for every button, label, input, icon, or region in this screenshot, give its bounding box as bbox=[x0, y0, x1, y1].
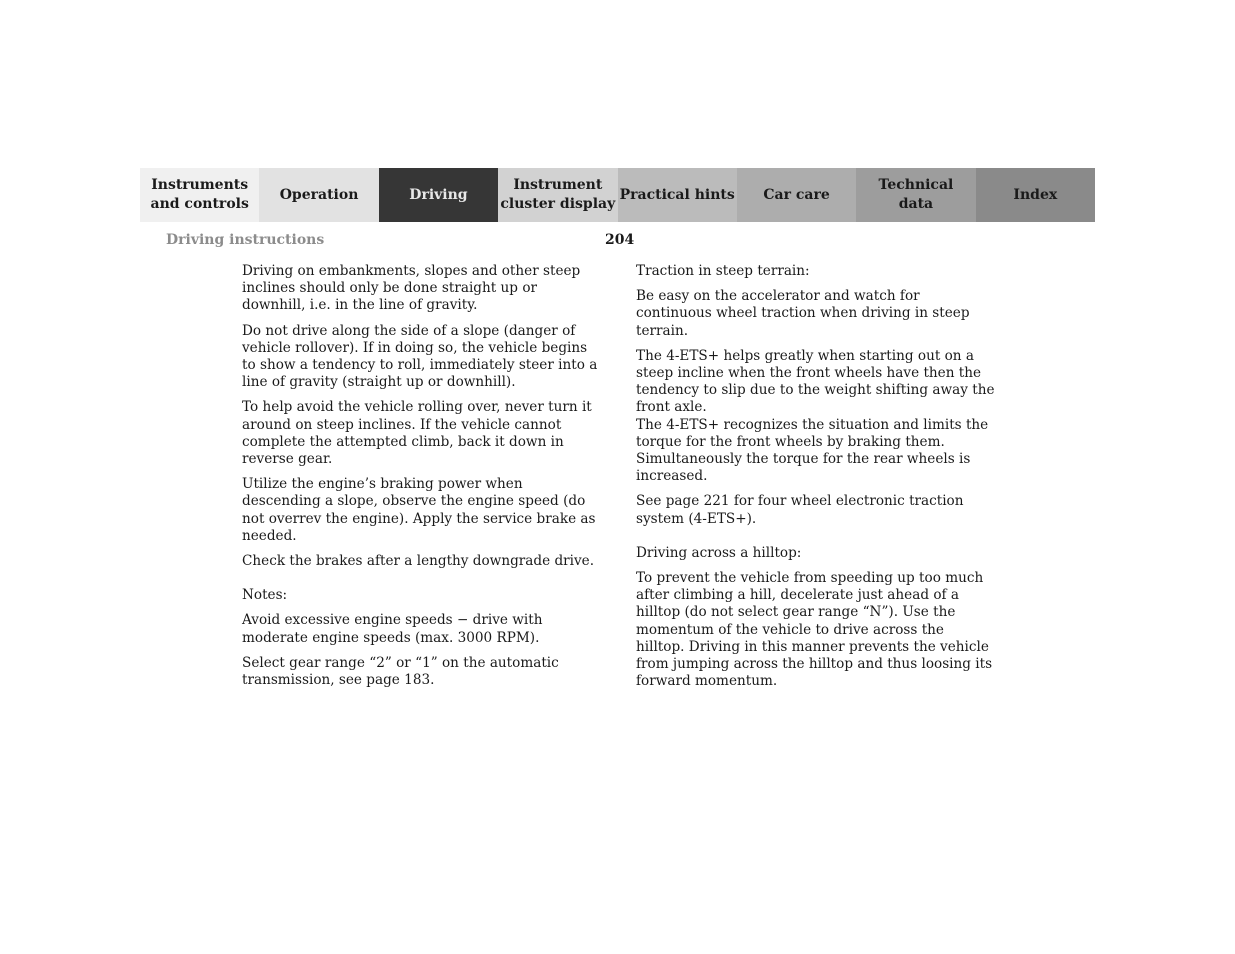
tab-technical-data[interactable]: Technical data bbox=[856, 168, 975, 222]
paragraph-see-page-221: See page 221 for four wheel electronic traction system (4-ETS+). bbox=[636, 493, 964, 527]
left-text-column bbox=[242, 263, 602, 697]
paragraph-engine-speeds: Avoid excessive engine speeds − drive with moderate engine speeds (max. 3000 RPM). bbox=[242, 612, 543, 646]
tab-operation[interactable]: Operation bbox=[259, 168, 378, 222]
paragraph-4ets-incline: The 4-ETS+ helps greatly when starting out on a steep incline when the front wheels have then the tendency to slip due to the weight shifting away the front axle. bbox=[636, 347, 995, 416]
paragraph-slope-rollover: Do not drive along the side of a slope (danger of vehicle rollover). If in doing so, the vehicle begins to show a tendency to roll, immediately steer into a line of gravity (straight up or downhill). bbox=[242, 322, 598, 391]
paragraph-gear-range: Select gear range “2” or “1” on the automatic transmission, see page 183. bbox=[242, 654, 559, 689]
traction-heading: Traction in steep terrain: bbox=[636, 263, 810, 279]
right-text-column bbox=[636, 263, 996, 698]
paragraph-4ets-function bbox=[636, 348, 996, 486]
paragraph-4ets-torque: The 4-ETS+ recognizes the situation and limits the torque for the front wheels by braking them. Simultaneously the torque for the rear wheels is increased. bbox=[636, 416, 989, 485]
paragraph-avoid-turning: To help avoid the vehicle rolling over, never turn it around on steep inclines. If the vehicle cannot complete the attempted climb, back it down in reverse gear. bbox=[242, 399, 592, 468]
tab-car-care[interactable]: Car care bbox=[737, 168, 856, 222]
hilltop-heading: Driving across a hilltop: bbox=[636, 544, 802, 561]
tab-instrument-cluster-display[interactable]: Instrument cluster display bbox=[498, 168, 617, 222]
section-title: Driving instructions bbox=[166, 232, 325, 248]
paragraph-hilltop: To prevent the vehicle from speeding up too much after climbing a hill, decelerate just ahead of a hilltop (do not select gear range “N”). Use the momentum of the vehicle to drive across the hilltop. Driving in this manner prevents the vehicle from jumping across the hilltop and thus loosing its forward momentum. bbox=[636, 570, 993, 690]
tab-instruments-and-controls[interactable]: Instruments and controls bbox=[140, 168, 259, 222]
tab-driving[interactable]: Driving bbox=[379, 168, 498, 222]
paragraph-check-brakes: Check the brakes after a lengthy downgrade drive. bbox=[242, 553, 595, 570]
chapter-tab-bar bbox=[140, 168, 1095, 222]
notes-heading: Notes: bbox=[242, 587, 288, 604]
page-number: 204 bbox=[605, 232, 635, 248]
paragraph-embankments: Driving on embankments, slopes and other steep inclines should only be done straight up or downhill, i.e. in the line of gravity. bbox=[242, 263, 581, 314]
paragraph-accelerator: Be easy on the accelerator and watch for continuous wheel traction when driving in steep terrain. bbox=[636, 288, 970, 339]
tab-index[interactable]: Index bbox=[976, 168, 1095, 222]
tab-practical-hints[interactable]: Practical hints bbox=[618, 168, 737, 222]
paragraph-engine-braking: Utilize the engine’s braking power when descending a slope, observe the engine speed (do not overrev the engine). Apply the service brake as needed. bbox=[242, 476, 596, 544]
